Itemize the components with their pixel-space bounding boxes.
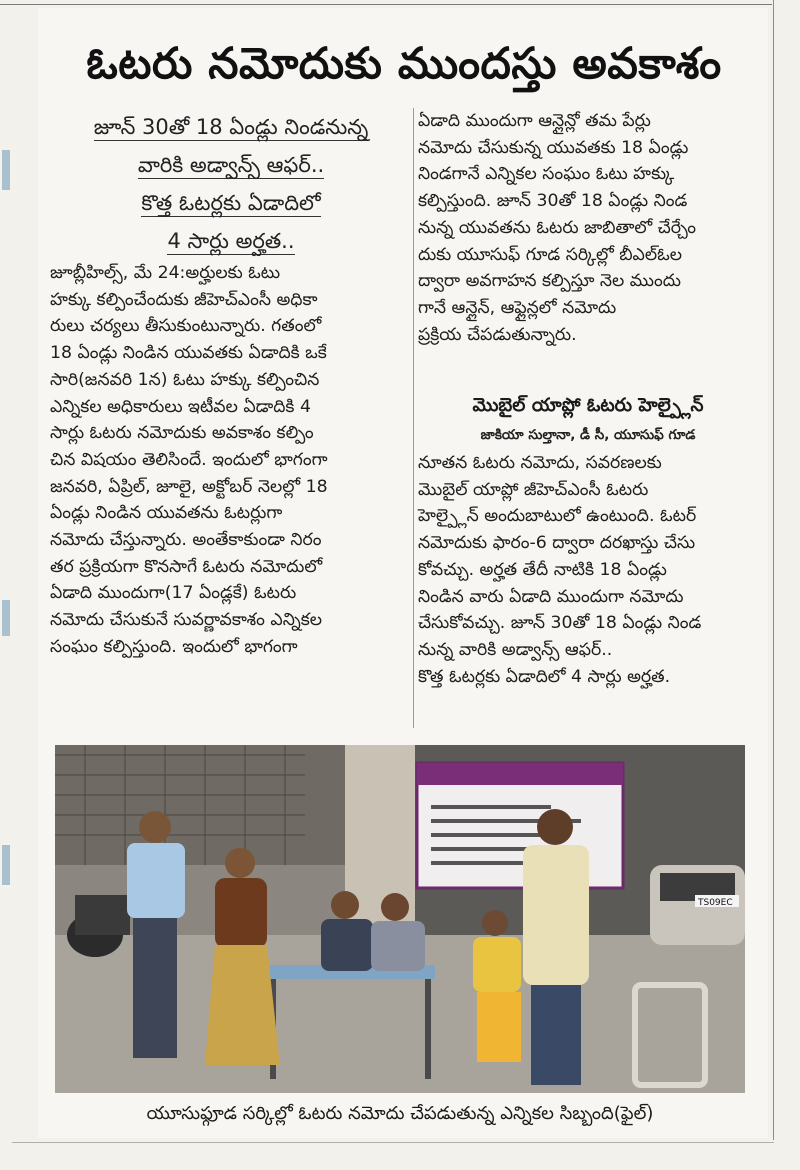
text-line: నిండిన వారు ఏడాది ముందుగా నమోదు (418, 586, 684, 607)
text-line: చేసుకోవచ్చు. జూన్ 30తో 18 ఏండ్లు నిండ (418, 613, 702, 634)
text-line: హెల్ప్లైన్ అందుబాటులో ఉంటుంది. ఓటర్ (418, 506, 697, 527)
text-line: నిండగానే ఎన్నికల సంఘం ఓటు హక్కు (418, 164, 675, 185)
right-rule (773, 0, 774, 1140)
text-line: తర ప్రక్రియగా కొనసాగే ఓటరు నమోదులో (50, 556, 323, 577)
text-line: జనవరి, ఏప్రిల్, జూలై, అక్టోబర్ నెలల్లో 18 (50, 476, 328, 497)
text-line: ఎన్నికల అధికారులు ఇటీవల ఏడాదికి 4 (50, 396, 311, 417)
text-line: మొబైల్ యాప్లో జీహెచ్ఎంసీ ఓటరు (418, 479, 649, 500)
text-line: సంఘం కల్పిస్తుంది. ఇందులో భాగంగా (50, 636, 298, 657)
text-line: నున్న వారికి అడ్వాన్స్ ఆఫర్.. (418, 639, 613, 660)
text-line: హక్కు కల్పించేందుకు జీహెచ్ఎంసీ అధికా (50, 289, 318, 310)
deck-line-3: కొత్త ఓటర్లకు ఏడాదిలో (141, 191, 321, 215)
headline: ఓటరు నమోదుకు ముందస్తు అవకాశం (86, 39, 722, 89)
text-line: నున్న యువతను ఓటరు జాబితాలో చేర్చేం (418, 217, 697, 238)
text-line: సార్లు ఓటరు నమోదుకు అవకాశం కల్పిం (50, 423, 314, 444)
car-plate: TS09EC (698, 898, 733, 908)
text-line: జూబ్లీహిల్స్, మే 24:అర్హులకు ఓటు (50, 263, 281, 283)
margin-mark (2, 845, 10, 885)
text-line: ఏడాది ముందుగా(17 ఏండ్లకే) ఓటరు (50, 583, 297, 604)
text-line: సారి(జనవరి 1న) ఓటు హక్కు కల్పించిన (50, 369, 320, 390)
article-column-right-top (418, 108, 768, 348)
margin-mark (2, 600, 10, 636)
article-column-left (50, 260, 410, 661)
margin-mark (2, 150, 10, 190)
article-column-right-bottom (418, 450, 768, 690)
text-line: నమోదు చేస్తున్నారు. అంతేకాకుండా నిరం (50, 530, 322, 551)
subheading: మొబైల్ యాప్లో ఓటరు హెల్ప్లైన్ (472, 395, 704, 416)
news-photo (55, 745, 745, 1093)
text-line: ద్వారా అవగాహన కల్పిస్తూ నెల ముందు (418, 271, 681, 292)
bottom-rule (12, 1142, 774, 1143)
text-line: నమోదుకు ఫారం-6 ద్వారా దరఖాస్తు చేసు (418, 533, 696, 554)
text-line: కోవచ్చు. అర్హత తేదీ నాటికి 18 ఏండ్లు (418, 559, 667, 580)
text-line: నమోదు చేసుకునే సువర్ణావకాశం ఎన్నికల (50, 610, 323, 631)
top-rule (0, 4, 772, 5)
text-line: దుకు యూసుఫ్ గూడ సర్కిల్లో బీఎల్ఓల (418, 244, 682, 265)
text-line: గానే ఆన్లైన్, ఆఫ్లైన్లలో నమోదు (418, 297, 617, 318)
byline: జాకియా సుల్తానా, డీ సీ, యూసుఫ్ గూడ (480, 427, 696, 443)
text-line: కల్పిస్తుంది. జూన్ 30తో 18 ఏండ్లు నిండ (418, 191, 688, 212)
text-line: చిన విషయం తెలిసిందే. ఇందులో భాగంగా (50, 449, 328, 470)
text-line: రులు చర్యలు తీసుకుంటున్నారు. గతంలో (50, 316, 322, 337)
text-line: నమోదు చేసుకున్న యువతకు 18 ఏండ్లు (418, 137, 689, 158)
text-line: ఏండ్లు నిండిన యువతను ఓటర్లుగా (50, 503, 283, 524)
deck-line-1: జూన్ 30తో 18 ఏండ్లు నిండనున్న (93, 115, 369, 139)
deck-line-2: వారికి అడ్వాన్స్ ఆఫర్.. (137, 153, 325, 177)
text-line: కొత్త ఓటర్లకు ఏడాదిలో 4 సార్లు అర్హత. (418, 666, 671, 687)
photo-caption: యూసుఫ్గూడ సర్కిల్లో ఓటరు నమోదు చేపడుతున్న ఎన్నికల సిబ్బంది(ఫైల్) (146, 1103, 654, 1124)
column-divider (413, 108, 414, 728)
text-line: 18 ఏండ్లు నిండిన యువతకు ఏడాదికి ఒకే (50, 343, 327, 364)
text-line: ఏడాది ముందుగా ఆన్లైన్లో తమ పేర్లు (418, 111, 651, 131)
text-line: ప్రక్రియ చేపడుతున్నారు. (418, 324, 577, 345)
text-line: నూతన ఓటరు నమోదు, సవరణలకు (418, 453, 662, 473)
deck-line-4: 4 సార్లు అర్హత.. (167, 229, 295, 253)
